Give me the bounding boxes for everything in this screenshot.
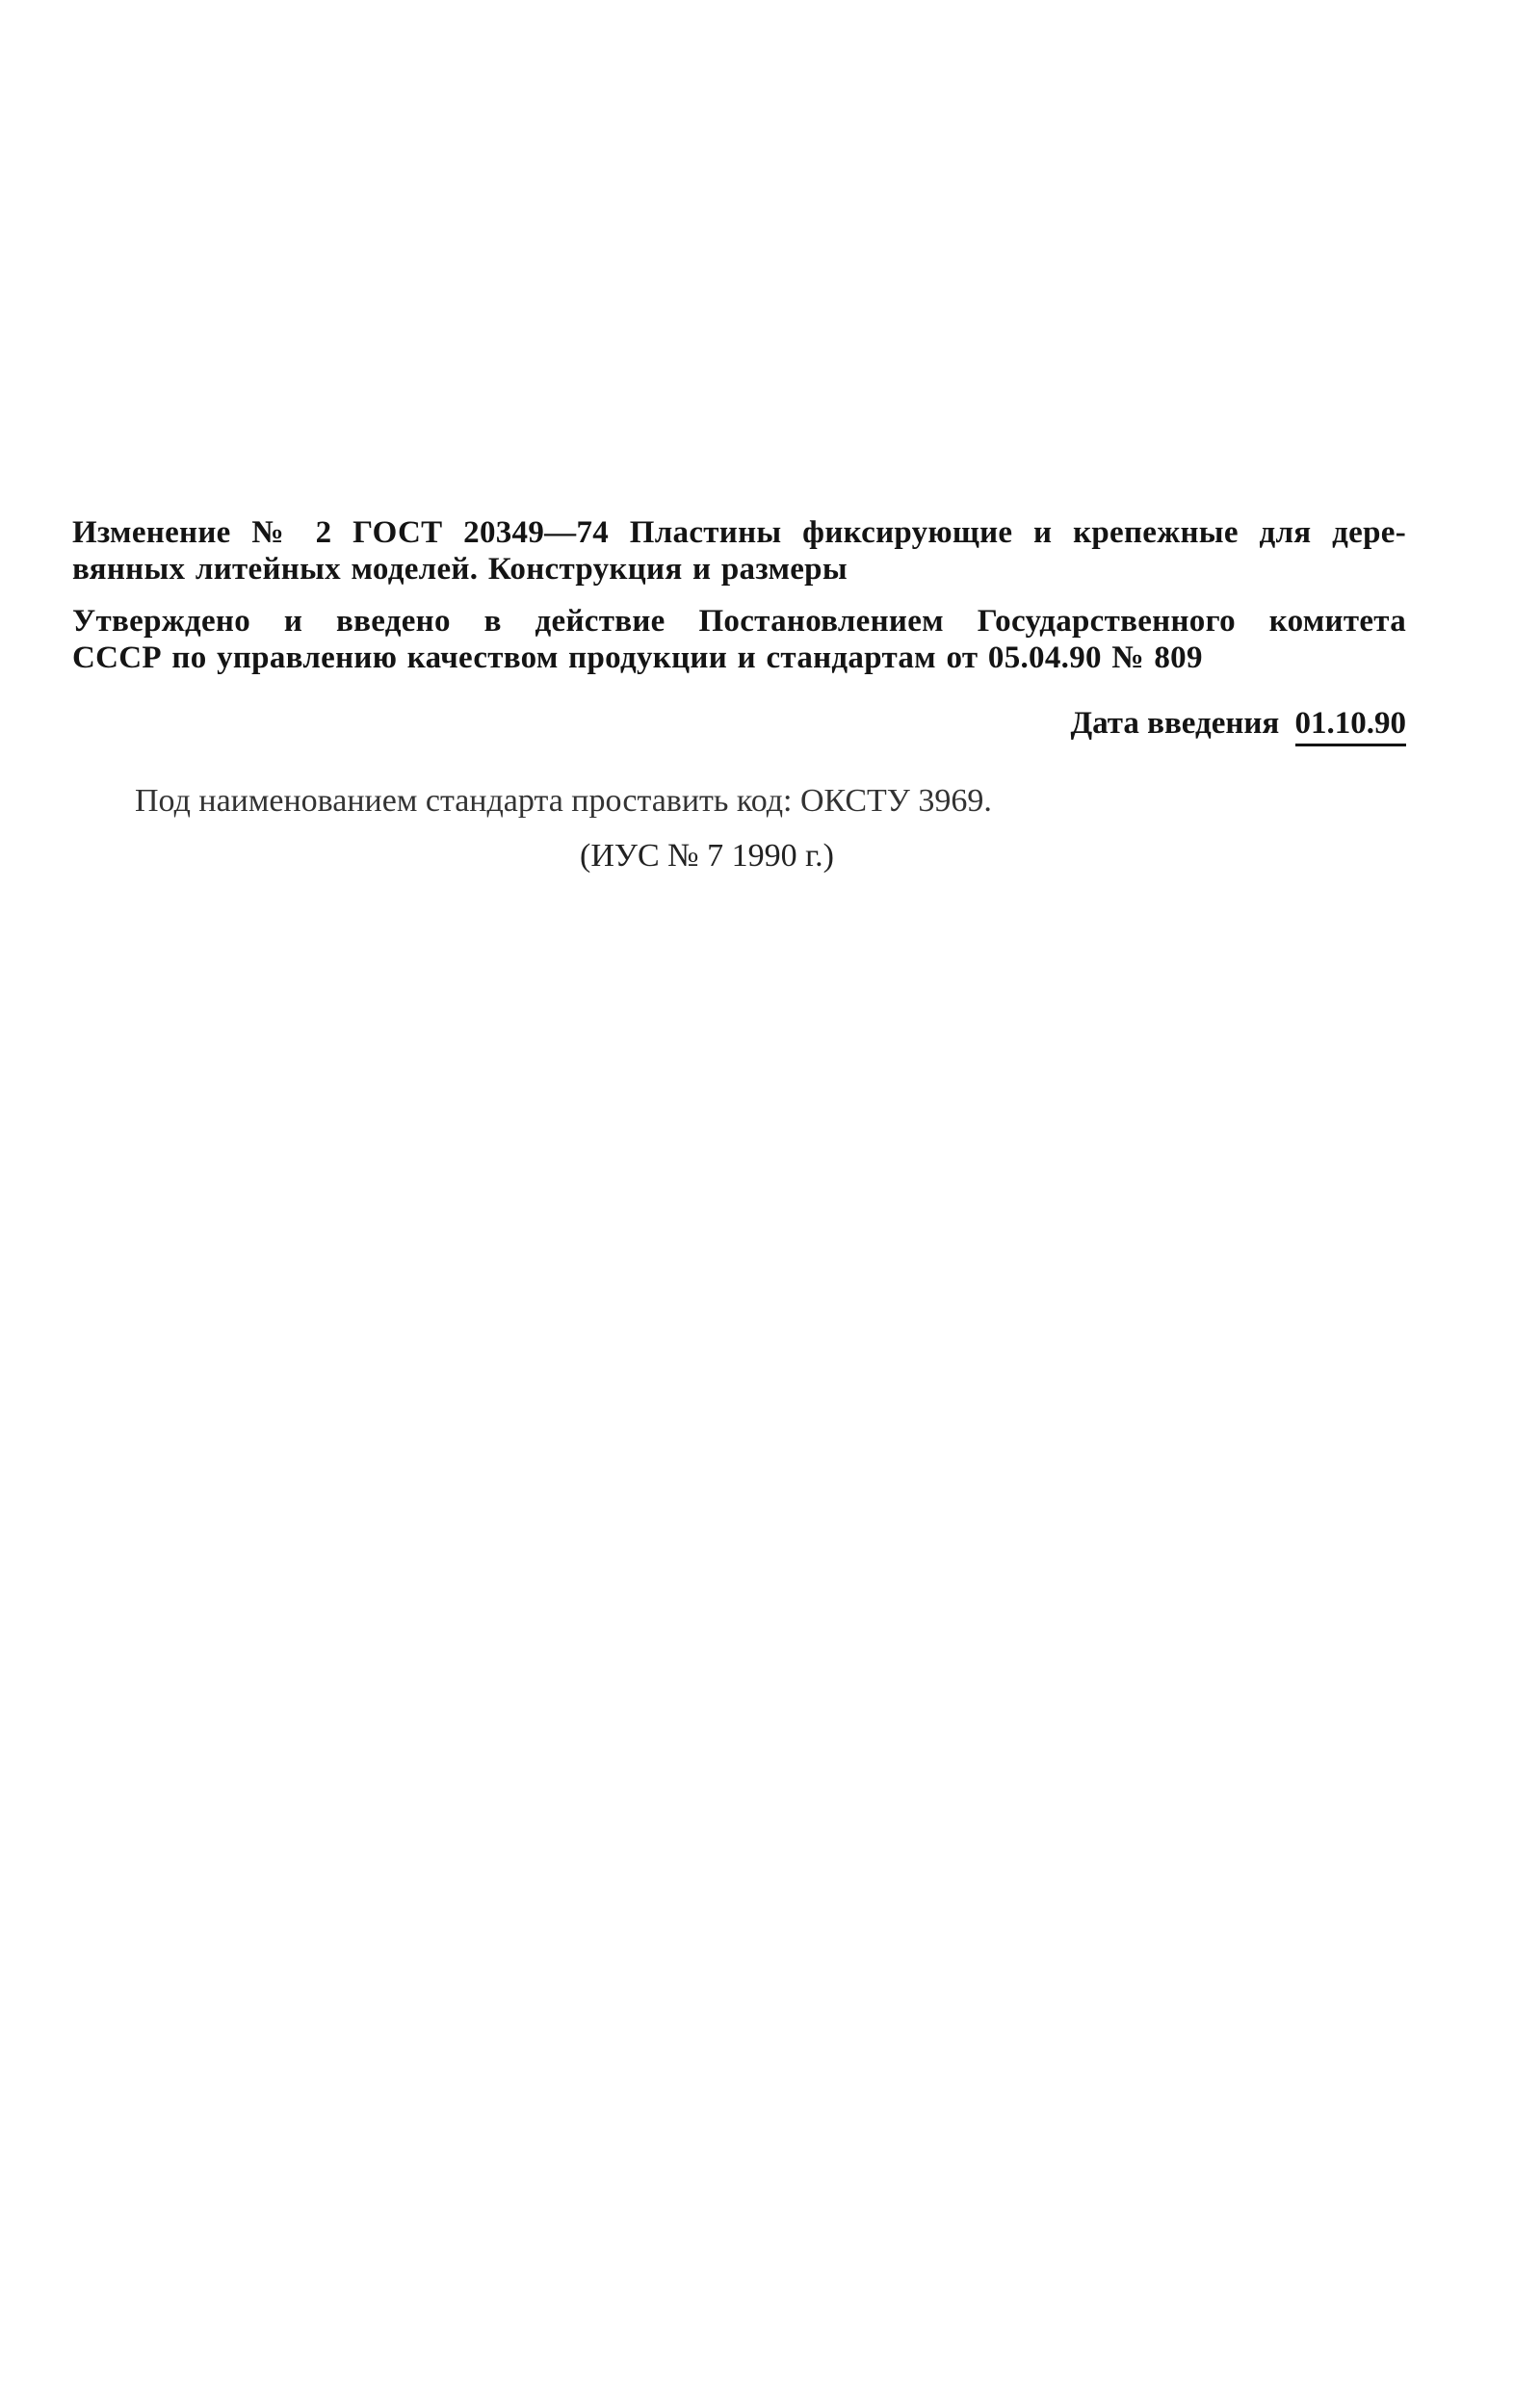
amendment-title-line-1: Изменение № 2 ГОСТ 20349—74 Пластины фиксирующие и крепежные для дере- bbox=[72, 515, 1406, 550]
amendment-title bbox=[72, 514, 1406, 588]
amendment-title-line-2: вянных литейных моделей. Конструкция и размеры bbox=[72, 552, 848, 587]
effective-date-label: Дата введения bbox=[1070, 706, 1280, 741]
approval-line-2: СССР по управлению качеством продукции и стандартам от 05.04.90 № 809 bbox=[72, 640, 1203, 675]
approval-line-1: Утверждено и введено в действие Постановлением Государственного комитета bbox=[72, 604, 1406, 639]
amendment-body-text: Под наименованием стандарта проставить код: ОКСТУ 3969. bbox=[135, 783, 992, 819]
source-reference: (ИУС № 7 1990 г.) bbox=[580, 838, 834, 874]
effective-date bbox=[1070, 705, 1406, 746]
approval-statement bbox=[72, 603, 1406, 676]
effective-date-value: 01.10.90 bbox=[1295, 705, 1407, 746]
